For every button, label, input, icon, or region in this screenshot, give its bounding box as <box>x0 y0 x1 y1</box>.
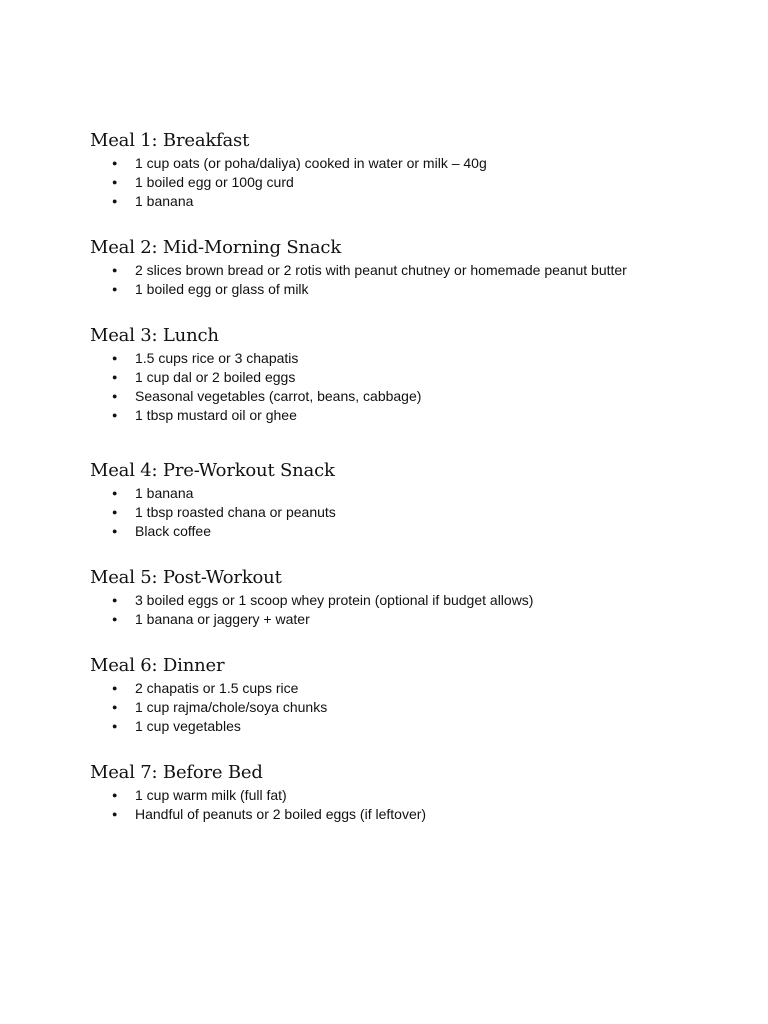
list-item-text: Seasonal vegetables (carrot, beans, cabbage) <box>135 388 422 404</box>
list-item-text: 1 cup vegetables <box>135 718 241 734</box>
bullet-icon: ● <box>112 488 118 498</box>
meal-section-breakfast <box>90 128 730 211</box>
bullet-icon: ● <box>112 721 118 731</box>
meal-list <box>90 786 730 824</box>
section-spacer <box>90 299 730 323</box>
section-spacer <box>90 736 730 760</box>
meal-list <box>90 154 730 211</box>
list-item <box>90 522 730 541</box>
bullet-icon: ● <box>112 526 118 536</box>
meal-title: Meal 2: Mid-Morning Snack <box>90 237 342 258</box>
meal-plan <box>90 128 730 824</box>
list-item <box>90 805 730 824</box>
section-spacer <box>90 211 730 235</box>
list-item-text: 1 cup dal or 2 boiled eggs <box>135 369 296 385</box>
list-item-text: 1.5 cups rice or 3 chapatis <box>135 350 299 366</box>
list-item <box>90 368 730 387</box>
bullet-icon: ● <box>112 809 118 819</box>
bullet-icon: ● <box>112 595 118 605</box>
list-item-text: 1 banana <box>135 485 194 501</box>
bullet-icon: ● <box>112 391 118 401</box>
meal-section-dinner <box>90 653 730 736</box>
list-item <box>90 173 730 192</box>
list-item <box>90 679 730 698</box>
meal-title: Meal 4: Pre-Workout Snack <box>90 460 335 481</box>
list-item-text: 1 boiled egg or 100g curd <box>135 174 294 190</box>
list-item <box>90 484 730 503</box>
list-item-text: 1 cup warm milk (full fat) <box>135 787 287 803</box>
bullet-icon: ● <box>112 790 118 800</box>
bullet-icon: ● <box>112 353 118 363</box>
meal-title: Meal 3: Lunch <box>90 325 219 346</box>
list-item <box>90 387 730 406</box>
list-item-text: 1 tbsp mustard oil or ghee <box>135 407 297 423</box>
list-item <box>90 610 730 629</box>
list-item <box>90 349 730 368</box>
bullet-icon: ● <box>112 158 118 168</box>
meal-list <box>90 484 730 541</box>
section-spacer <box>90 541 730 565</box>
meal-section-lunch <box>90 323 730 425</box>
list-item-text: 1 banana or jaggery + water <box>135 611 310 627</box>
list-item <box>90 154 730 173</box>
list-item-text: 2 slices brown bread or 2 rotis with peanut chutney or homemade peanut butter <box>135 262 627 278</box>
section-spacer <box>90 629 730 653</box>
meal-title: Meal 1: Breakfast <box>90 130 250 151</box>
list-item <box>90 591 730 610</box>
bullet-icon: ● <box>112 614 118 624</box>
bullet-icon: ● <box>112 507 118 517</box>
meal-section-mid-morning-snack <box>90 235 730 299</box>
bullet-icon: ● <box>112 284 118 294</box>
list-item-text: Handful of peanuts or 2 boiled eggs (if leftover) <box>135 806 427 822</box>
bullet-icon: ● <box>112 410 118 420</box>
meal-section-post-workout <box>90 565 730 629</box>
bullet-icon: ● <box>112 683 118 693</box>
bullet-icon: ● <box>112 177 118 187</box>
meal-title: Meal 5: Post-Workout <box>90 567 282 588</box>
meal-title: Meal 6: Dinner <box>90 655 225 676</box>
meal-section-before-bed <box>90 760 730 824</box>
bullet-icon: ● <box>112 265 118 275</box>
list-item-text: 3 boiled eggs or 1 scoop whey protein (optional if budget allows) <box>135 592 534 608</box>
list-item <box>90 261 730 280</box>
list-item-text: 1 tbsp roasted chana or peanuts <box>135 504 336 520</box>
list-item <box>90 406 730 425</box>
meal-title: Meal 7: Before Bed <box>90 762 263 783</box>
list-item <box>90 192 730 211</box>
list-item <box>90 717 730 736</box>
list-item-text: 1 boiled egg or glass of milk <box>135 281 309 297</box>
section-spacer <box>90 425 730 458</box>
meal-list <box>90 261 730 299</box>
list-item <box>90 786 730 805</box>
bullet-icon: ● <box>112 372 118 382</box>
list-item-text: Black coffee <box>135 523 212 539</box>
bullet-icon: ● <box>112 196 118 206</box>
meal-section-pre-workout-snack <box>90 458 730 541</box>
meal-list <box>90 591 730 629</box>
list-item-text: 2 chapatis or 1.5 cups rice <box>135 680 299 696</box>
meal-list <box>90 349 730 425</box>
list-item <box>90 698 730 717</box>
list-item-text: 1 cup oats (or poha/daliya) cooked in water or milk – 40g <box>135 155 487 171</box>
list-item <box>90 280 730 299</box>
list-item-text: 1 banana <box>135 193 194 209</box>
meal-list <box>90 679 730 736</box>
list-item <box>90 503 730 522</box>
bullet-icon: ● <box>112 702 118 712</box>
list-item-text: 1 cup rajma/chole/soya chunks <box>135 699 328 715</box>
